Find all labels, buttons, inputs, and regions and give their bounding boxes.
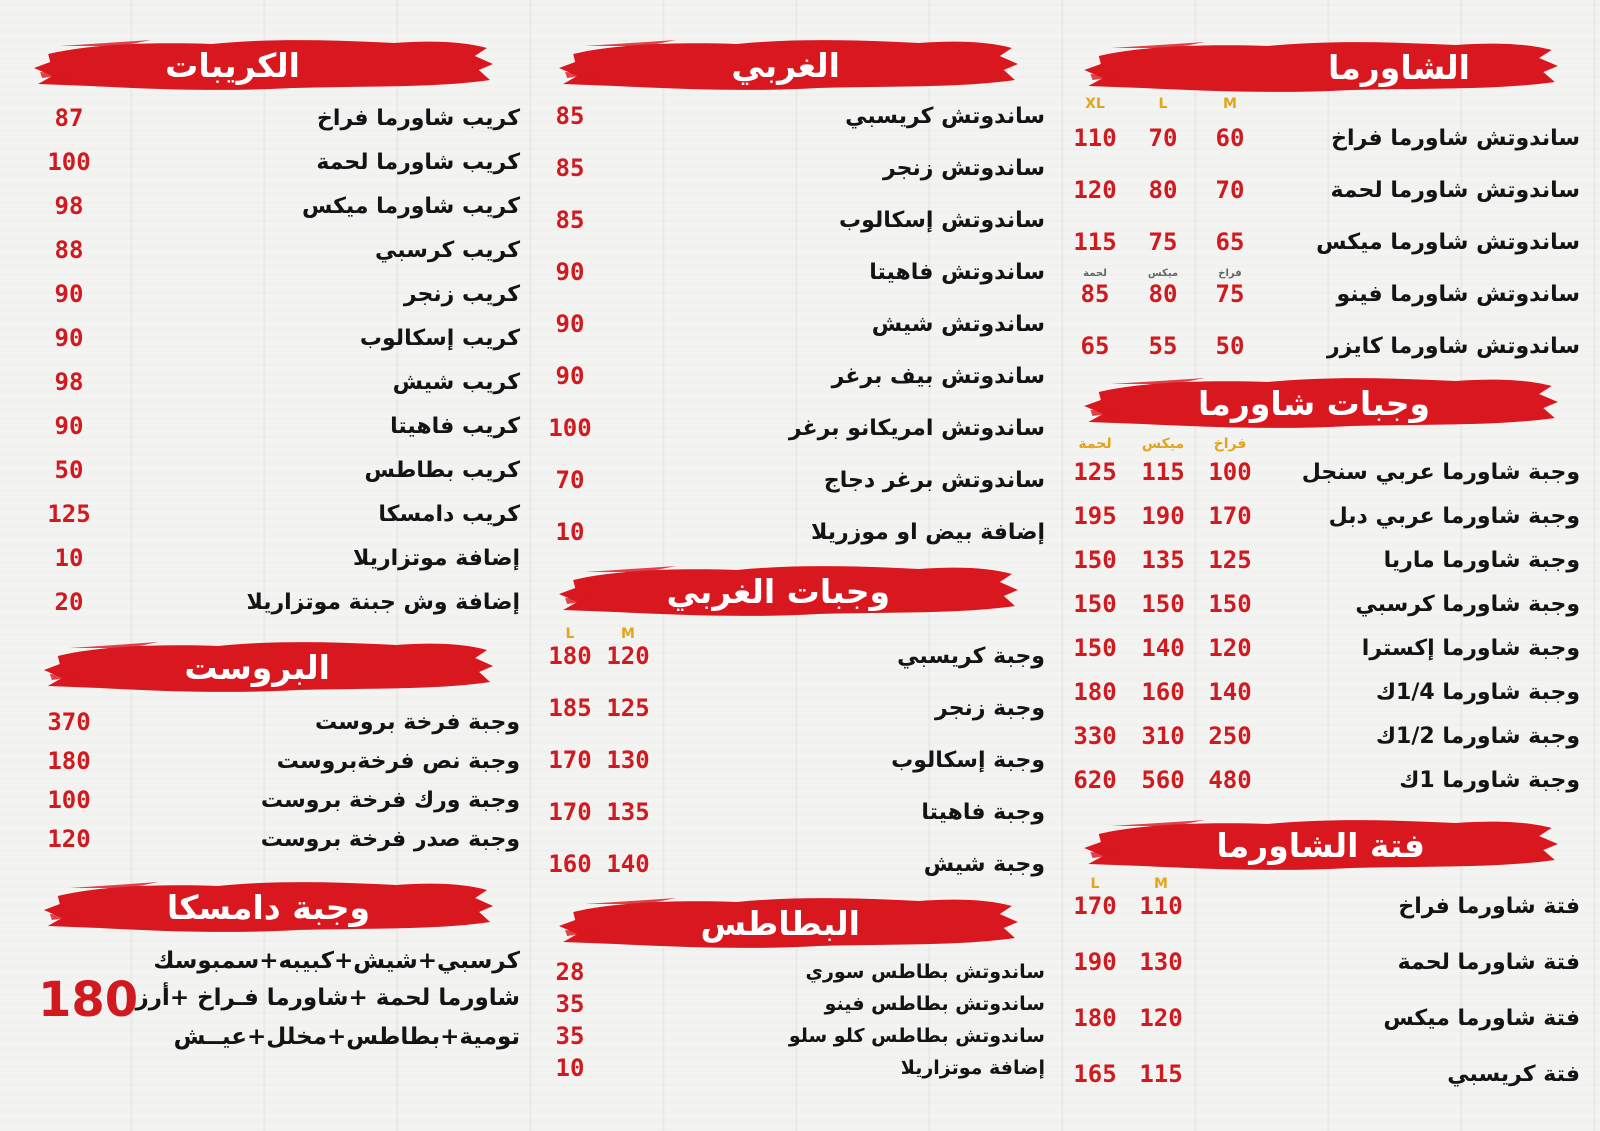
item-price: 195: [1073, 502, 1117, 530]
item-price: 75: [1215, 280, 1245, 308]
menu-item-row: [1080, 274, 1580, 314]
size-label-chicken: فراخ: [1213, 436, 1247, 452]
item-price: 115: [1073, 228, 1117, 256]
item-name: ساندوتش شيش: [871, 311, 1045, 337]
item-price: 185: [548, 694, 592, 722]
menu-item-row: [1073, 716, 1580, 756]
item-price: 560: [1141, 766, 1185, 794]
damaska-price: 180: [38, 972, 139, 1028]
item-price: 115: [1139, 1060, 1183, 1088]
item-name: كريب زنجر: [403, 281, 520, 307]
item-price: 160: [548, 850, 592, 878]
item-name: ساندوتش بطاطس كلو سلو: [788, 1025, 1045, 1047]
section-title: وجبات شاورما: [1198, 383, 1430, 423]
item-name: وجبة زنجر: [935, 695, 1045, 721]
item-price: 100: [47, 786, 91, 814]
item-price: 90: [555, 258, 585, 286]
item-price: 190: [1073, 948, 1117, 976]
item-price: 90: [54, 412, 84, 440]
item-name: ساندوتش شاورما فراخ: [1331, 125, 1580, 151]
item-price: 85: [555, 154, 585, 182]
item-name: ساندوتش شاورما ميكس: [1316, 229, 1580, 255]
menu-item-row: [30, 142, 520, 182]
menu-item-row: [30, 274, 520, 314]
item-name: فتة شاورما فراخ: [1398, 893, 1580, 919]
size-sublabel: لحمة: [1083, 268, 1107, 279]
shawarma-meals-banner: [1080, 372, 1560, 434]
item-name: كريب إسكالوب: [359, 325, 520, 351]
menu-item-row: [555, 1048, 1045, 1088]
item-price: 170: [1208, 502, 1252, 530]
item-name: ساندوتش شاورما فينو: [1336, 281, 1580, 307]
item-price: 80: [1148, 280, 1178, 308]
item-price: 90: [555, 310, 585, 338]
item-price: 65: [1080, 332, 1110, 360]
item-price: 620: [1073, 766, 1117, 794]
menu-item-row: [1073, 452, 1580, 492]
item-price: 90: [54, 280, 84, 308]
item-price: 90: [555, 362, 585, 390]
item-price: 20: [54, 588, 84, 616]
menu-item-row: [30, 780, 520, 820]
item-price: 80: [1148, 176, 1178, 204]
item-name: وجبة شاورما إكسترا: [1361, 635, 1580, 661]
item-price: 170: [548, 798, 592, 826]
menu-item-row: [30, 538, 520, 578]
item-price: 165: [1073, 1060, 1117, 1088]
item-name: فتة شاورما ميكس: [1383, 1005, 1580, 1031]
item-price: 120: [1073, 176, 1117, 204]
item-price: 120: [1139, 1004, 1183, 1032]
menu-item-row: [30, 741, 520, 781]
menu-item-row: [30, 582, 520, 622]
broast-banner: [40, 636, 495, 698]
item-price: 180: [1073, 678, 1117, 706]
item-name: فتة كريسبي: [1447, 1061, 1580, 1087]
menu-item-row: [1073, 540, 1580, 580]
item-price: 250: [1208, 722, 1252, 750]
item-name: ساندوتش شاورما كايزر: [1327, 333, 1580, 359]
menu-item-row: [1073, 222, 1580, 262]
brush-stroke-icon: [1080, 36, 1560, 98]
item-price: 120: [47, 825, 91, 853]
item-name: وجبة شاورما 1ك: [1399, 767, 1580, 793]
item-name: كريب شيش: [392, 369, 520, 395]
item-name: وجبة شاورما 1/4ك: [1375, 679, 1580, 705]
crepes-banner: [30, 34, 495, 96]
item-price: 160: [1141, 678, 1185, 706]
menu-item-row: [555, 148, 1045, 188]
item-name: ساندوتش فاهيتا: [869, 259, 1045, 285]
item-name: ساندوتش كريسبي: [845, 103, 1045, 129]
item-price: 330: [1073, 722, 1117, 750]
damaska-line: شاورما لحمة +شاورما فـراخ +أرز: [135, 985, 520, 1011]
item-price: 85: [555, 102, 585, 130]
item-name: كريب فاهيتا: [390, 413, 520, 439]
item-name: وجبة شاورما ماريا: [1383, 547, 1580, 573]
item-price: 140: [606, 850, 650, 878]
gharbi-column: [548, 0, 1045, 1131]
menu-item-row: [1073, 118, 1580, 158]
item-price: 370: [47, 708, 91, 736]
item-price: 130: [606, 746, 650, 774]
item-price: 150: [1073, 634, 1117, 662]
item-price: 85: [1080, 280, 1110, 308]
size-label-l: L: [1158, 96, 1168, 112]
item-price: 190: [1141, 502, 1185, 530]
menu-item-row: [30, 702, 520, 742]
size-label-l: L: [565, 626, 575, 642]
shawarma-column: [1073, 0, 1580, 1131]
item-price: 60: [1215, 124, 1245, 152]
menu-item-row: [1080, 326, 1580, 366]
item-price: 75: [1148, 228, 1178, 256]
item-name: إضافة وش جبنة موتزاريلا: [246, 589, 520, 615]
section-title: البطاطس: [700, 903, 860, 943]
item-price: 180: [1073, 1004, 1117, 1032]
section-title: الشاورما: [1327, 47, 1470, 87]
menu-item-row: [548, 844, 1045, 884]
item-price: 100: [548, 414, 592, 442]
crepes-column: [30, 0, 520, 1131]
item-name: ساندوتش بطاطس فينو: [824, 993, 1045, 1015]
item-price: 100: [47, 148, 91, 176]
size-sublabel: ميكس: [1147, 268, 1179, 279]
menu-item-row: [548, 688, 1045, 728]
item-name: وجبة ورك فرخة بروست: [260, 787, 520, 813]
item-price: 125: [1208, 546, 1252, 574]
item-price: 115: [1141, 458, 1185, 486]
size-label-mix: ميكس: [1141, 436, 1185, 452]
menu-item-row: [30, 450, 520, 490]
menu-item-row: [1073, 496, 1580, 536]
item-name: إضافة موتزاريلا: [900, 1057, 1045, 1079]
menu-item-row: [555, 512, 1045, 552]
gharbi-meals-banner: [555, 560, 1020, 622]
item-price: 85: [555, 206, 585, 234]
menu-item-row: [1073, 672, 1580, 712]
item-price: 120: [1208, 634, 1252, 662]
item-price: 150: [1073, 546, 1117, 574]
menu-item-row: [1073, 170, 1580, 210]
item-name: ساندوتش بيف برغر: [831, 363, 1045, 389]
menu-item-row: [1073, 942, 1580, 982]
item-price: 150: [1073, 590, 1117, 618]
menu-item-row: [548, 792, 1045, 832]
item-name: وجبة فاهيتا: [921, 799, 1045, 825]
item-price: 130: [1139, 948, 1183, 976]
section-title: وجبات الغربي: [666, 571, 890, 611]
section-title: البروست: [184, 647, 330, 687]
item-name: ساندوتش برغر دجاج: [823, 467, 1045, 493]
item-name: فتة شاورما لحمة: [1397, 949, 1580, 975]
size-label-xl: XL: [1085, 96, 1105, 112]
item-price: 98: [54, 368, 84, 396]
item-price: 120: [606, 642, 650, 670]
potatoes-banner: [555, 892, 1020, 954]
menu-item-row: [30, 230, 520, 270]
item-price: 125: [1073, 458, 1117, 486]
menu-item-row: [1073, 998, 1580, 1038]
size-label-meat: لحمة: [1078, 436, 1112, 452]
item-name: كريب شاورما ميكس: [302, 193, 520, 219]
item-price: 50: [54, 456, 84, 484]
item-price: 180: [47, 747, 91, 775]
item-name: ساندوتش شاورما لحمة: [1330, 177, 1580, 203]
item-price: 50: [1215, 332, 1245, 360]
item-price: 35: [555, 990, 585, 1018]
item-price: 10: [555, 518, 585, 546]
menu-item-row: [555, 200, 1045, 240]
menu-item-row: [555, 460, 1045, 500]
item-name: وجبة شاورما كرسبي: [1355, 591, 1580, 617]
shawarma-banner: [1080, 36, 1560, 98]
item-name: وجبة شاورما عربي دبل: [1328, 503, 1580, 529]
section-title: فتة الشاورما: [1216, 825, 1425, 865]
fatta-banner: [1080, 814, 1560, 876]
damaska-line: تومية+بطاطس+مخلل+عيــش: [173, 1024, 520, 1050]
item-price: 88: [54, 236, 84, 264]
size-label-m: M: [1154, 876, 1168, 892]
item-price: 70: [555, 466, 585, 494]
menu-item-row: [548, 740, 1045, 780]
item-name: كريب شاورما فراخ: [317, 105, 520, 131]
menu-item-row: [548, 408, 1045, 448]
item-name: ساندوتش بطاطس سوري: [805, 961, 1045, 983]
item-price: 87: [54, 104, 84, 132]
menu-item-row: [30, 98, 520, 138]
menu-item-row: [1073, 886, 1580, 926]
section-title: وجبة دامسكا: [166, 887, 370, 927]
section-title: الكريبات: [165, 45, 300, 85]
item-price: 35: [555, 1022, 585, 1050]
menu-item-row: [30, 186, 520, 226]
item-price: 135: [1141, 546, 1185, 574]
section-title: الغربي: [731, 45, 840, 85]
size-label-m: M: [621, 626, 635, 642]
item-price: 55: [1148, 332, 1178, 360]
item-name: وجبة شيش: [923, 851, 1045, 877]
item-price: 140: [1141, 634, 1185, 662]
gharbi-banner: [555, 34, 1020, 96]
item-price: 10: [54, 544, 84, 572]
menu-item-row: [30, 318, 520, 358]
menu-item-row: [30, 362, 520, 402]
item-price: 110: [1139, 892, 1183, 920]
item-price: 170: [548, 746, 592, 774]
item-name: وجبة إسكالوب: [891, 747, 1045, 773]
menu-item-row: [30, 494, 520, 534]
size-sublabel: فراخ: [1218, 268, 1242, 279]
item-price: 100: [1208, 458, 1252, 486]
item-name: كريب بطاطس: [364, 457, 520, 483]
item-name: ساندوتش امريكانو برغر: [788, 415, 1045, 441]
menu-item-row: [30, 406, 520, 446]
item-name: وجبة فرخة بروست: [314, 709, 520, 735]
menu-item-row: [1073, 760, 1580, 800]
item-price: 110: [1073, 124, 1117, 152]
item-price: 140: [1208, 678, 1252, 706]
item-price: 170: [1073, 892, 1117, 920]
item-price: 150: [1208, 590, 1252, 618]
menu-item-row: [1073, 628, 1580, 668]
menu-item-row: [555, 356, 1045, 396]
item-price: 10: [555, 1054, 585, 1082]
item-name: كريب دامسكا: [378, 501, 520, 527]
item-price: 310: [1141, 722, 1185, 750]
item-price: 98: [54, 192, 84, 220]
menu-item-row: [548, 636, 1045, 676]
item-price: 480: [1208, 766, 1252, 794]
item-price: 70: [1215, 176, 1245, 204]
damaska-line: كرسبي+شيش+كبيبه+سمبوسك: [153, 948, 520, 974]
item-price: 28: [555, 958, 585, 986]
item-name: إضافة موتزاريلا: [353, 545, 520, 571]
menu-item-row: [1073, 1054, 1580, 1094]
item-name: كريب كرسبي: [374, 237, 520, 263]
item-name: كريب شاورما لحمة: [316, 149, 520, 175]
item-price: 180: [548, 642, 592, 670]
item-name: وجبة كريسبي: [897, 643, 1045, 669]
item-name: وجبة صدر فرخة بروست: [260, 826, 520, 852]
menu-item-row: [555, 96, 1045, 136]
item-price: 90: [54, 324, 84, 352]
item-name: ساندوتش إسكالوب: [839, 207, 1045, 233]
menu-item-row: [30, 819, 520, 859]
item-name: وجبة شاورما 1/2ك: [1375, 723, 1580, 749]
item-price: 125: [47, 500, 91, 528]
item-price: 65: [1215, 228, 1245, 256]
item-name: إضافة بيض او موزريلا: [811, 519, 1045, 545]
item-name: ساندوتش زنجر: [882, 155, 1045, 181]
item-price: 135: [606, 798, 650, 826]
menu-item-row: [555, 304, 1045, 344]
size-label-l: L: [1090, 876, 1100, 892]
menu-item-row: [555, 252, 1045, 292]
size-label-m: M: [1223, 96, 1237, 112]
item-price: 150: [1141, 590, 1185, 618]
menu-item-row: [1073, 584, 1580, 624]
item-name: وجبة شاورما عربي سنجل: [1301, 459, 1580, 485]
item-name: وجبة نص فرخةبروست: [276, 748, 520, 774]
item-price: 70: [1148, 124, 1178, 152]
item-price: 125: [606, 694, 650, 722]
damaska-banner: [40, 876, 495, 938]
